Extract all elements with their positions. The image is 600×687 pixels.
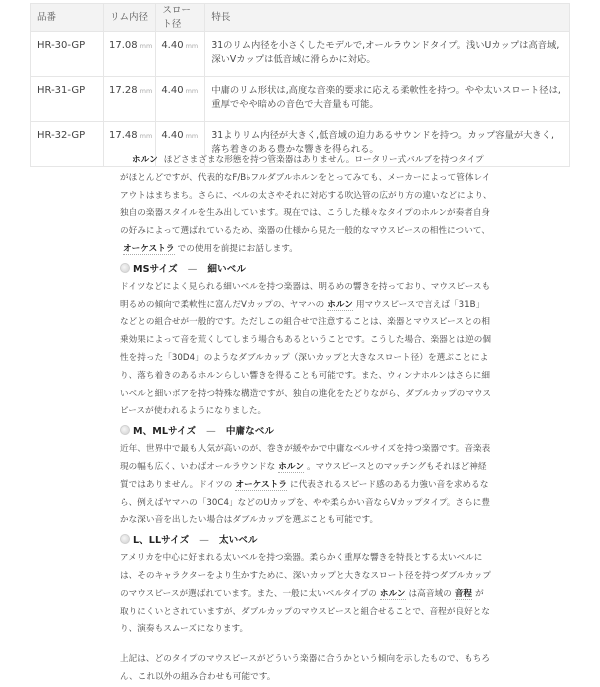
unit-label: mm — [185, 132, 199, 140]
paragraph-text: ドイツなどによく見られる細いベルを持つ楽器は、明るめの響きを持っており、マウスピースも明るめの傾向で柔軟性に富んだVカップの、ヤマハの — [120, 281, 491, 310]
header-features: 特長 — [205, 4, 570, 32]
paragraph-text: 。マウスピースとのマッチングもそれほど神経質ではありません。ドイツの — [120, 461, 487, 490]
table-header-row — [31, 4, 570, 32]
paragraph-text: アメリカを中心に好まれる太いベルを持つ楽器。柔らかく重厚な響きを特長とする太いベルには、そのキャラクターをより生かすために、深いカップと大きなスロート径を持つダブルカップのマウスピースが選ばれています。また、一般に太いベルタイプの — [120, 553, 491, 599]
table-row — [31, 32, 570, 77]
summary-paragraph: 上記は、どのタイプのマウスピースがどういう楽器に合うかという傾向を示したもので、もちろん、これ以外の組み合わせも可能です。 — [120, 654, 491, 682]
keyword-pitch-link[interactable]: 音程 — [454, 588, 473, 599]
paragraph-text: が取りにくいとされていますが、ダブルカップのマウスピースと組合せることで、音程が良好となり、演奏もスムーズになります。 — [120, 588, 491, 635]
keyword-horn-link[interactable]: ホルン — [327, 299, 353, 310]
rim-cell — [104, 77, 156, 122]
rim-value: 17.48 — [109, 130, 138, 141]
header-throat-diameter: スロート径 — [156, 4, 205, 32]
paragraph-text: は高音域の — [408, 588, 452, 599]
model-cell: HR-30-GP — [31, 32, 104, 77]
section-paragraph-m-ml — [120, 441, 492, 530]
keyword-horn-link[interactable]: ホルン — [379, 588, 406, 599]
bell-label: 中庸なベル — [225, 426, 275, 438]
section-heading-l-ll — [120, 532, 492, 550]
section-paragraph-l-ll — [120, 550, 492, 639]
size-label: M、MLサイズ — [133, 426, 197, 438]
keyword-horn-link[interactable]: ホルン — [132, 155, 158, 165]
header-rim-diameter: リム内径 — [104, 4, 156, 32]
dash: — — [199, 535, 209, 547]
header-model: 品番 — [31, 4, 104, 32]
circle-bullet-icon — [120, 534, 130, 544]
unit-label: mm — [139, 132, 153, 140]
unit-label: mm — [139, 42, 153, 50]
size-label: L、LLサイズ — [133, 535, 190, 547]
circle-bullet-icon — [120, 263, 130, 273]
intro-paragraph — [120, 152, 492, 259]
paragraph-text: に代表されるスピード感のある力強い音を求めるなら、例えばヤマハの「30C4」などのUカップを、やや柔らかい音ならVカップタイプ。さらに豊かな深い音を出したい場合はダブルカップを選ぶことも可能です。 — [120, 479, 491, 526]
rim-value: 17.08 — [109, 40, 138, 51]
keyword-orchestra-link[interactable]: オーケストラ — [235, 479, 287, 490]
dash: — — [206, 426, 216, 438]
keyword-orchestra-link[interactable]: オーケストラ — [123, 243, 175, 254]
model-cell: HR-32-GP — [31, 122, 104, 167]
table-row — [31, 77, 570, 122]
rim-value: 17.28 — [109, 85, 138, 96]
model-cell: HR-31-GP — [31, 77, 104, 122]
bell-label: 細いベル — [207, 263, 246, 275]
section-heading-m-ml — [120, 423, 492, 441]
bell-label: 太いベル — [218, 535, 258, 547]
throat-value: 4.40 — [161, 130, 184, 141]
feature-cell: 中庸のリム形状は,高度な音楽的要求に応える柔軟性を持つ。やや太いスロート径は,重厚でやや暗めの音色で大音量も可能。 — [205, 77, 570, 122]
unit-label: mm — [185, 42, 199, 50]
rim-cell — [104, 32, 156, 77]
article-body — [120, 152, 492, 687]
throat-cell — [156, 32, 205, 77]
keyword-horn-link[interactable]: ホルン — [278, 461, 304, 472]
feature-cell: 31のリム内径を小さくしたモデルで,オールラウンドタイプ。浅いUカップは高音域,深いVカップは低音域に滑らかに対応。 — [205, 32, 570, 77]
intro-text: ほどさまざまな形態を持つ管楽器はありません。ロータリー式バルブを持つタイプがほとんどですが、代表的なF/B♭フルダブルホルンをとってみても、メーカーによって管体レイアウトはまちまち。さらに、ベルの太さやそれに対応する吹込管の広がり方の違いなどにより、独自の楽器スタイルを生み出しています。現在では、こうした様々なタイプのホルンが奏者自身の好みによって選ばれているため、楽器の仕様から見た一般的なマウスピースの相性について、 — [120, 155, 492, 237]
paragraph-text: 用マウスピースで言えば「31B」などとの組合せが一般的です。ただしこの組合せで注意することは、楽器とマウスピースとの相乗効果によって音を荒くしてしまう場合もあるということです。こうした場合、楽器とは逆の個性を持った「30D4」のようなダブルカップ（深いカップと大きなスロート径）を選ぶことにより、落ち着きのあるホルンらしい響きを得ることも可能です。また、ウィンナホルンはさらに細いベルと細いボアを持つ特殊な構造ですが、独自の進化をたどりながら、ダブルカップのマウスピースが使われるようになりました。 — [120, 299, 491, 417]
size-label: MSサイズ — [133, 263, 178, 275]
throat-value: 4.40 — [161, 40, 184, 51]
mouthpiece-spec-table — [30, 3, 570, 167]
unit-label: mm — [185, 87, 199, 95]
dash: — — [187, 263, 198, 275]
paragraph-text: 近年、世界中で最も人気が高いのが、巻きが緩やかで中庸なベルサイズを持つ楽器です。音楽表現の幅も広く、いわばオールラウンドな — [120, 444, 491, 472]
throat-cell — [156, 77, 205, 122]
feature-cell: 31よりリム内径が大きく,低音域の迫力あるサウンドを持つ。カップ容量が大きく,落ち着きのある豊かな響きを得られる。 — [205, 122, 570, 167]
unit-label: mm — [139, 87, 153, 95]
throat-value: 4.40 — [161, 85, 184, 96]
intro-text-end: での使用を前提にお話します。 — [177, 243, 298, 254]
section-heading-ms — [120, 261, 492, 279]
circle-bullet-icon — [120, 425, 130, 435]
section-paragraph-ms — [120, 279, 492, 421]
